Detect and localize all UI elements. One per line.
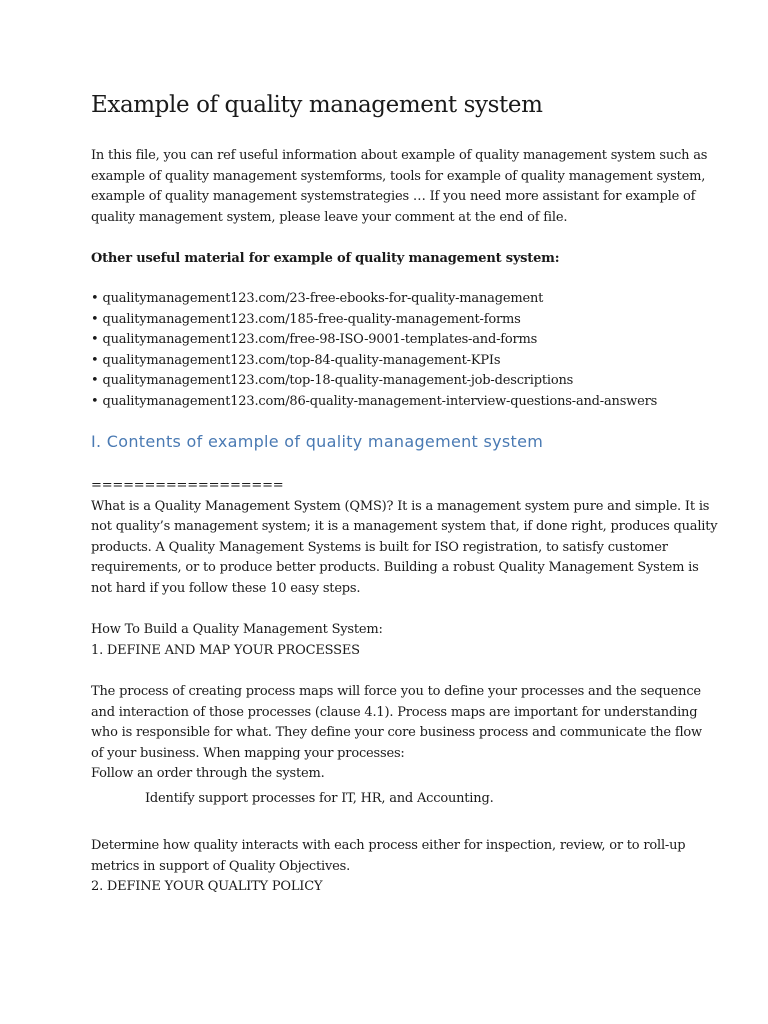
intro-line: In this file, you can ref useful information about example of quality management system such as [91, 148, 708, 163]
quality-line: Determine how quality interacts with each process either for inspection, review, or to roll-up [91, 838, 686, 853]
list-item[interactable] [91, 371, 657, 392]
materials-heading: Other useful material for example of quality management system: [91, 251, 560, 266]
list-item[interactable] [91, 310, 657, 331]
qms-line: products. A Quality Management Systems is built for ISO registration, to satisfy customer [91, 539, 668, 555]
separator-line: ================== [91, 478, 284, 493]
step1-heading: 1. DEFINE AND MAP YOUR PROCESSES [91, 642, 360, 658]
howto-block [91, 620, 681, 661]
resource-link[interactable]: qualitymanagement123.com/86-quality-management-interview-questions-and-answers [102, 393, 658, 409]
process-line: The process of creating process maps will force you to define your processes and the sequence [91, 684, 701, 699]
list-item[interactable] [91, 392, 657, 413]
qms-line: not hard if you follow these 10 easy steps. [91, 580, 361, 596]
list-item[interactable] [91, 330, 657, 351]
resource-link[interactable]: qualitymanagement123.com/free-98-ISO-9001-templates-and-forms [102, 332, 538, 347]
bullet-icon: • [91, 332, 99, 347]
resource-link[interactable]: qualitymanagement123.com/top-84-quality-management-KPIs [102, 352, 501, 368]
process-line: of your business. When mapping your processes: [91, 745, 405, 761]
quality-paragraph [91, 836, 686, 898]
bullet-icon: • [91, 393, 99, 409]
process-paragraph [91, 682, 702, 785]
resource-link[interactable]: qualitymanagement123.com/23-free-ebooks-for-quality-management [102, 291, 544, 306]
resource-link-list [91, 289, 657, 412]
bullet-icon: • [91, 311, 99, 327]
list-item[interactable] [91, 289, 657, 310]
support-line: Identify support processes for IT, HR, and Accounting. [145, 791, 494, 806]
intro-line: example of quality management systemforms, tools for example of quality management system, [91, 168, 706, 184]
resource-link[interactable]: qualitymanagement123.com/185-free-quality-management-forms [102, 311, 521, 327]
bullet-icon: • [91, 291, 99, 306]
list-item[interactable] [91, 351, 657, 372]
process-line: who is responsible for what. They define your core business process and communicate the flow [91, 725, 702, 740]
intro-line: example of quality management systemstrategies … If you need more assistant for example of [91, 189, 696, 204]
process-line: and interaction of those processes (clause 4.1). Process maps are important for understanding [91, 704, 698, 720]
resource-link[interactable]: qualitymanagement123.com/top-18-quality-management-job-descriptions [102, 373, 574, 388]
document-title: Example of quality management system [91, 92, 543, 118]
qms-line: not quality’s management system; it is a management system that, if done right, produces quality [91, 519, 718, 534]
quality-line: metrics in support of Quality Objectives. [91, 858, 351, 874]
process-line: Follow an order through the system. [91, 766, 325, 781]
howto-heading: How To Build a Quality Management System: [91, 622, 383, 637]
intro-line: quality management system, please leave your comment at the end of file. [91, 209, 568, 225]
qms-line: What is a Quality Management System (QMS)? It is a management system pure and simple. It is [91, 498, 710, 514]
section-heading: I. Contents of example of quality management system [91, 432, 544, 451]
step2-heading: 2. DEFINE YOUR QUALITY POLICY [91, 879, 323, 894]
qms-line: requirements, or to produce better products. Building a robust Quality Management System is [91, 560, 699, 575]
bullet-icon: • [91, 373, 99, 388]
intro-paragraph [91, 146, 708, 228]
bullet-icon: • [91, 352, 99, 368]
qms-paragraph [91, 476, 718, 599]
